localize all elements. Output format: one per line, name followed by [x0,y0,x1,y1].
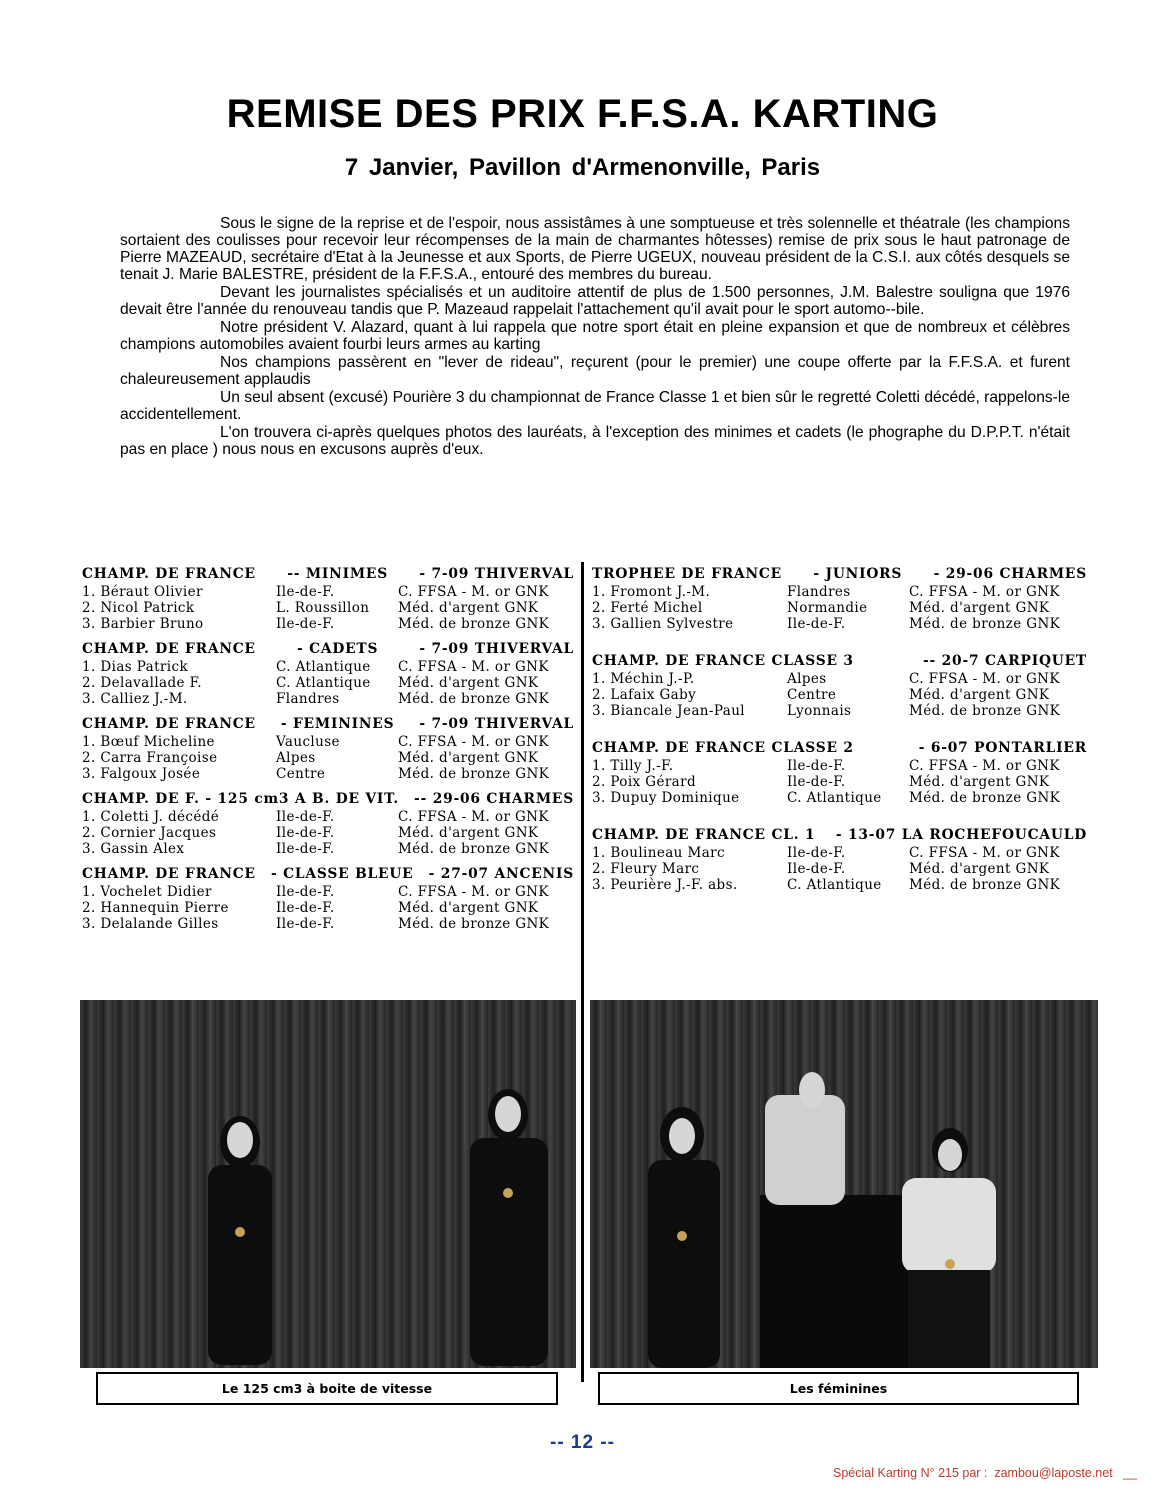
pilot-region: Ile-de-F. [787,861,846,877]
pilot-name: 1. Fromont J.-M. [592,584,711,600]
result-row [82,659,574,675]
pilot-name: 3. Biancale Jean-Paul [592,703,746,719]
pilot-region: C. Atlantique [787,790,882,806]
heading-part: CHAMP. DE FRANCE [82,566,256,582]
intro-paragraph: Nos champions passèrent en "lever de rideau", reçurent (pour le premier) une coupe offerte par la F.F.S.A. et furent chaleureusement applaudis [120,354,1070,388]
prize: Méd. de bronze GNK [909,616,1061,632]
result-section [592,652,1087,719]
section-heading [592,652,1087,671]
pilot-name: 1. Boulineau Marc [592,845,725,861]
prize: Méd. d'argent GNK [909,774,1050,790]
heading-part: - 7-09 THIVERVAL [419,716,574,732]
section-heading [82,865,574,884]
prize: Méd. d'argent GNK [398,825,539,841]
result-row [82,916,574,932]
result-row [592,687,1087,703]
pilot-region: Centre [276,766,326,782]
heading-part: - 6-07 PONTARLIER [918,740,1087,756]
pilot-region: Vaucluse [276,734,340,750]
caption-right: Les féminines [598,1372,1079,1405]
intro-text [120,215,1070,459]
pilot-region: Ile-de-F. [787,758,846,774]
pilot-region: Ile-de-F. [276,916,335,932]
prize: C. FFSA - M. or GNK [909,584,1060,600]
pilot-name: 1. Coletti J. décédé [82,809,220,825]
pilot-region: Ile-de-F. [276,841,335,857]
pilot-region: Alpes [276,750,316,766]
heading-part: - FEMININES [280,716,395,732]
result-row [82,691,574,707]
result-row [592,861,1087,877]
intro-paragraph: L'on trouvera ci-après quelques photos des lauréats, à l'exception des minimes et cadets (le phographe du D.P.P.T. n'était pas en place ) nous nous en excusons auprès d'eux. [120,424,1070,458]
prize: Méd. d'argent GNK [398,675,539,691]
section-heading [592,739,1087,758]
pilot-region: C. Atlantique [787,877,882,893]
heading-part: CHAMP. DE F. - 125 cm3 A B. DE VIT. [82,791,400,807]
result-row [592,877,1087,893]
intro-paragraph: Un seul absent (excusé) Pourière 3 du championnat de France Classe 1 et bien sûr le regretté Coletti décédé, rappelons-le accidentellement. [120,389,1070,423]
result-row [592,758,1087,774]
result-section [82,640,574,707]
prize: Méd. d'argent GNK [398,900,539,916]
pilot-region: Ile-de-F. [276,900,335,916]
prize: C. FFSA - M. or GNK [398,734,549,750]
page-number: -- 12 -- [550,1432,615,1453]
pilot-region: Alpes [787,671,827,687]
prize: Méd. d'argent GNK [398,600,539,616]
prize: C. FFSA - M. or GNK [909,758,1060,774]
result-section [82,865,574,932]
pilot-name: 2. Poix Gérard [592,774,697,790]
pilot-region: Ile-de-F. [276,884,335,900]
result-row [82,734,574,750]
pilot-region: Ile-de-F. [787,616,846,632]
prize: C. FFSA - M. or GNK [398,659,549,675]
heading-part: CHAMP. DE FRANCE [82,641,256,657]
pilot-name: 2. Fleury Marc [592,861,700,877]
pilot-name: 3. Delalande Gilles [82,916,219,932]
footer-credit: Spécial Karting N° 215 par : zambou@laposte.net __ [833,1466,1137,1480]
result-row [82,750,574,766]
section-heading [82,790,574,809]
heading-part: -- MINIMES [287,566,388,582]
result-section [82,715,574,782]
heading-part: CHAMP. DE FRANCE CL. 1 [592,827,816,843]
heading-part: - 7-09 THIVERVAL [419,641,574,657]
pilot-region: C. Atlantique [276,659,371,675]
pilot-region: Flandres [276,691,340,707]
heading-part: - JUNIORS [813,566,903,582]
result-row [82,616,574,632]
prize: Méd. de bronze GNK [909,703,1061,719]
pilot-name: 1. Vochelet Didier [82,884,212,900]
pilot-region: C. Atlantique [276,675,371,691]
result-row [82,900,574,916]
prize: C. FFSA - M. or GNK [909,671,1060,687]
section-heading [82,640,574,659]
heading-part: - CADETS [296,641,379,657]
prize: Méd. d'argent GNK [909,861,1050,877]
result-row [592,703,1087,719]
intro-paragraph: Notre président V. Alazard, quant à lui rappela que notre sport était en pleine expansion et que de nombreux et célèbres champions automobiles avaient fourbi leurs armes au karting [120,319,1070,353]
pilot-region: Ile-de-F. [276,825,335,841]
result-row [82,809,574,825]
photo-feminines [590,1000,1098,1368]
heading-part: CHAMP. DE FRANCE [82,716,256,732]
page-subtitle: 7 Janvier, Pavillon d'Armenonville, Paris [344,154,821,181]
pilot-region: Ile-de-F. [276,584,335,600]
pilot-region: Flandres [787,584,851,600]
prize: Méd. de bronze GNK [909,790,1061,806]
heading-part: TROPHEE DE FRANCE [592,566,782,582]
laureates-figures [590,1000,1098,1368]
pilot-name: 1. Dias Patrick [82,659,189,675]
pilot-region: Ile-de-F. [787,845,846,861]
heading-part: CHAMP. DE FRANCE [82,866,256,882]
result-row [82,884,574,900]
pilot-name: 2. Hannequin Pierre [82,900,229,916]
result-row [592,600,1087,616]
result-row [82,825,574,841]
pilot-name: 1. Tilly J.-F. [592,758,674,774]
prize: Méd. d'argent GNK [398,750,539,766]
result-row [592,616,1087,632]
page-title: REMISE DES PRIX F.F.S.A. KARTING [226,92,939,136]
heading-part: - CLASSE BLEUE [271,866,414,882]
pilot-name: 3. Gassin Alex [82,841,185,857]
result-row [82,841,574,857]
section-heading [82,565,574,584]
pilot-name: 1. Bœuf Micheline [82,734,215,750]
intro-paragraph: Devant les journalistes spécialisés et un auditoire attentif de plus de 1.500 personnes, J.M. Balestre souligna que 1976 devait être l'année du renouveau tandis que P. Mazeaud rappelait l'attachement qu'il avait pour le sport automo--bile. [120,284,1070,318]
heading-part: -- 29-06 CHARMES [414,791,574,807]
results-right-column [592,565,1087,913]
pilot-name: 1. Méchin J.-P. [592,671,695,687]
prize: Méd. de bronze GNK [398,691,550,707]
section-heading [592,565,1087,584]
prize: C. FFSA - M. or GNK [909,845,1060,861]
result-row [592,584,1087,600]
heading-part: - 13-07 LA ROCHEFOUCAULD [835,827,1087,843]
prize: C. FFSA - M. or GNK [398,884,549,900]
section-heading [592,826,1087,845]
result-row [82,600,574,616]
laureates-figures [80,1000,576,1368]
pilot-name: 3. Calliez J.-M. [82,691,188,707]
result-section [592,565,1087,632]
prize: C. FFSA - M. or GNK [398,584,549,600]
prize: Méd. de bronze GNK [398,616,550,632]
prize: Méd. de bronze GNK [909,877,1061,893]
pilot-region: Normandie [787,600,868,616]
pilot-name: 3. Peurière J.-F. abs. [592,877,738,893]
pilot-name: 2. Cornier Jacques [82,825,217,841]
result-row [592,774,1087,790]
column-divider [581,562,584,1382]
result-section [82,790,574,857]
results-left-column [82,565,574,940]
pilot-region: Ile-de-F. [787,774,846,790]
pilot-region: Lyonnais [787,703,852,719]
pilot-name: 2. Carra Françoise [82,750,218,766]
pilot-region: Ile-de-F. [276,616,335,632]
pilot-name: 3. Falgoux Josée [82,766,201,782]
heading-part: - 29-06 CHARMES [933,566,1087,582]
heading-part: CHAMP. DE FRANCE CLASSE 3 [592,653,854,669]
prize: Méd. de bronze GNK [398,916,550,932]
result-row [592,671,1087,687]
photo-125cc [80,1000,576,1368]
pilot-region: Ile-de-F. [276,809,335,825]
prize: Méd. d'argent GNK [909,600,1050,616]
pilot-name: 3. Barbier Bruno [82,616,204,632]
result-row [82,584,574,600]
pilot-name: 1. Béraut Olivier [82,584,203,600]
caption-left: Le 125 cm3 à boite de vitesse [96,1372,558,1405]
result-row [592,845,1087,861]
pilot-name: 2. Nicol Patrick [82,600,195,616]
intro-paragraph: Sous le signe de la reprise et de l'espoir, nous assistâmes à une somptueuse et très solennelle et théatrale (les champions sortaient des coulisses pour recevoir leur récompenses de la main de charmantes hôtesses) remise de prix sous le haut patronage de Pierre MAZEAUD, secrétaire d'Etat à la Jeunesse et aux Sports, de Pierre UGEUX, nouveau président de la C.S.I. aux côtés desquels se tenait J. Marie BALESTRE, président de la F.F.S.A., entouré des membres du bureau. [120,215,1070,283]
pilot-name: 2. Delavallade F. [82,675,202,691]
prize: Méd. de bronze GNK [398,841,550,857]
heading-part: - 27-07 ANCENIS [428,866,574,882]
result-row [82,766,574,782]
result-section [592,826,1087,893]
result-row [592,790,1087,806]
pilot-name: 3. Gallien Sylvestre [592,616,734,632]
section-heading [82,715,574,734]
pilot-region: L. Roussillon [276,600,370,616]
heading-part: - 7-09 THIVERVAL [419,566,574,582]
pilot-name: 3. Dupuy Dominique [592,790,740,806]
pilot-name: 2. Ferté Michel [592,600,703,616]
heading-part: CHAMP. DE FRANCE CLASSE 2 [592,740,854,756]
result-section [592,739,1087,806]
prize: Méd. de bronze GNK [398,766,550,782]
prize: C. FFSA - M. or GNK [398,809,549,825]
prize: Méd. d'argent GNK [909,687,1050,703]
pilot-region: Centre [787,687,837,703]
result-row [82,675,574,691]
heading-part: -- 20-7 CARPIQUET [922,653,1087,669]
result-section [82,565,574,632]
pilot-name: 2. Lafaix Gaby [592,687,697,703]
